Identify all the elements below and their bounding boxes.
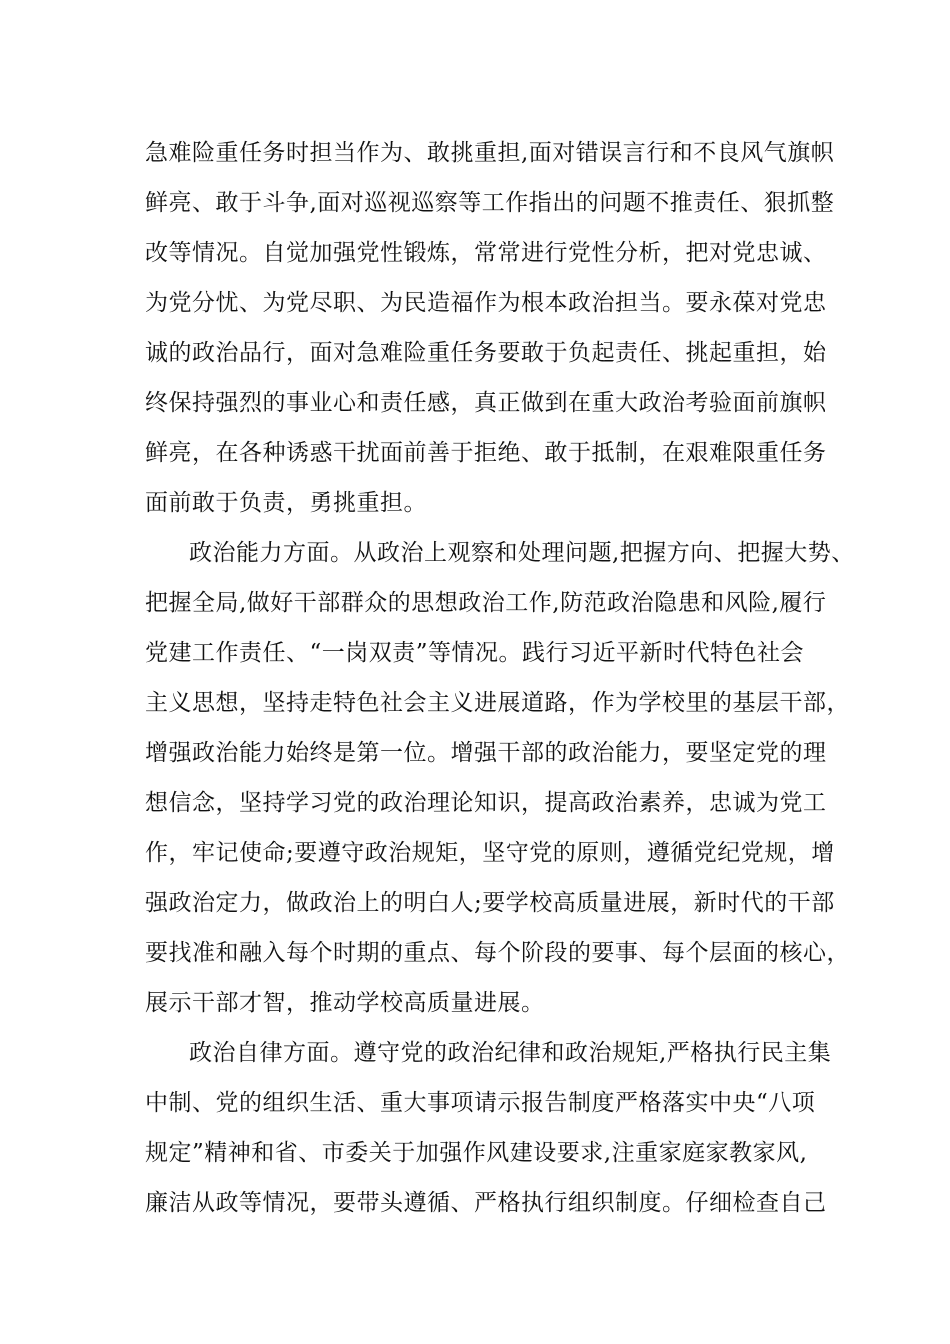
text-line: 强政治定力，做政治上的明白人;要学校高质量进展，新时代的干部 xyxy=(145,890,835,916)
text-line: 诚的政治品行，面对急难险重任务要敢于负起责任、挑起重担，始 xyxy=(145,340,827,366)
body-text xyxy=(145,128,855,1228)
text-line: 要找准和融入每个时期的重点、每个阶段的要事、每个层面的核心， xyxy=(145,940,850,966)
text-line: 急难险重任务时担当作为、敢挑重担,面对错误言行和不良风气旗帜 xyxy=(145,140,835,166)
text-line: 展示干部才智，推动学校高质量进展。 xyxy=(145,990,545,1016)
text-line: 主义思想，坚持走特色社会主义进展道路，作为学校里的基层干部， xyxy=(145,690,850,716)
text-line: 为党分忧、为党尽职、为民造福作为根本政治担当。要永葆对党忠 xyxy=(145,290,827,316)
text-line: 中制、党的组织生活、重大事项请示报告制度严格落实中央“八项 xyxy=(145,1090,816,1116)
text-line: 面前敢于负责，勇挑重担。 xyxy=(145,490,427,516)
text-line: 作，牢记使命;要遵守政治规矩，坚守党的原则，遵循党纪党规，增 xyxy=(145,840,835,866)
text-line: 改等情况。自觉加强党性锻炼，常常进行党性分析，把对党忠诚、 xyxy=(145,240,827,266)
paragraph-start-line: 政治自律方面。遵守党的政治纪律和政治规矩,严格执行民主集 xyxy=(189,1040,832,1066)
text-line: 廉洁从政等情况，要带头遵循、严格执行组织制度。仔细检查自己 xyxy=(145,1190,827,1216)
text-line: 党建工作责任、“一岗双责”等情况。践行习近平新时代特色社会 xyxy=(145,640,805,666)
text-line: 把握全局,做好干部群众的思想政治工作,防范政治隐患和风险,履行 xyxy=(145,590,827,616)
text-line: 规定”精神和省、市委关于加强作风建设要求,注重家庭家教家风, xyxy=(145,1140,808,1166)
text-line: 想信念，坚持学习党的政治理论知识，提高政治素养，忠诚为党工 xyxy=(145,790,827,816)
text-line: 鲜亮、敢于斗争,面对巡视巡察等工作指出的问题不推责任、狠抓整 xyxy=(145,190,835,216)
text-line: 增强政治能力始终是第一位。增强干部的政治能力，要坚定党的理 xyxy=(145,740,827,766)
text-line: 鲜亮，在各种诱惑干扰面前善于拒绝、敢于抵制，在艰难限重任务 xyxy=(145,440,827,466)
paragraph-start-line: 政治能力方面。从政治上观察和处理问题,把握方向、把握大势、 xyxy=(189,540,855,566)
text-line: 终保持强烈的事业心和责任感，真正做到在重大政治考验面前旗帜 xyxy=(145,390,827,416)
